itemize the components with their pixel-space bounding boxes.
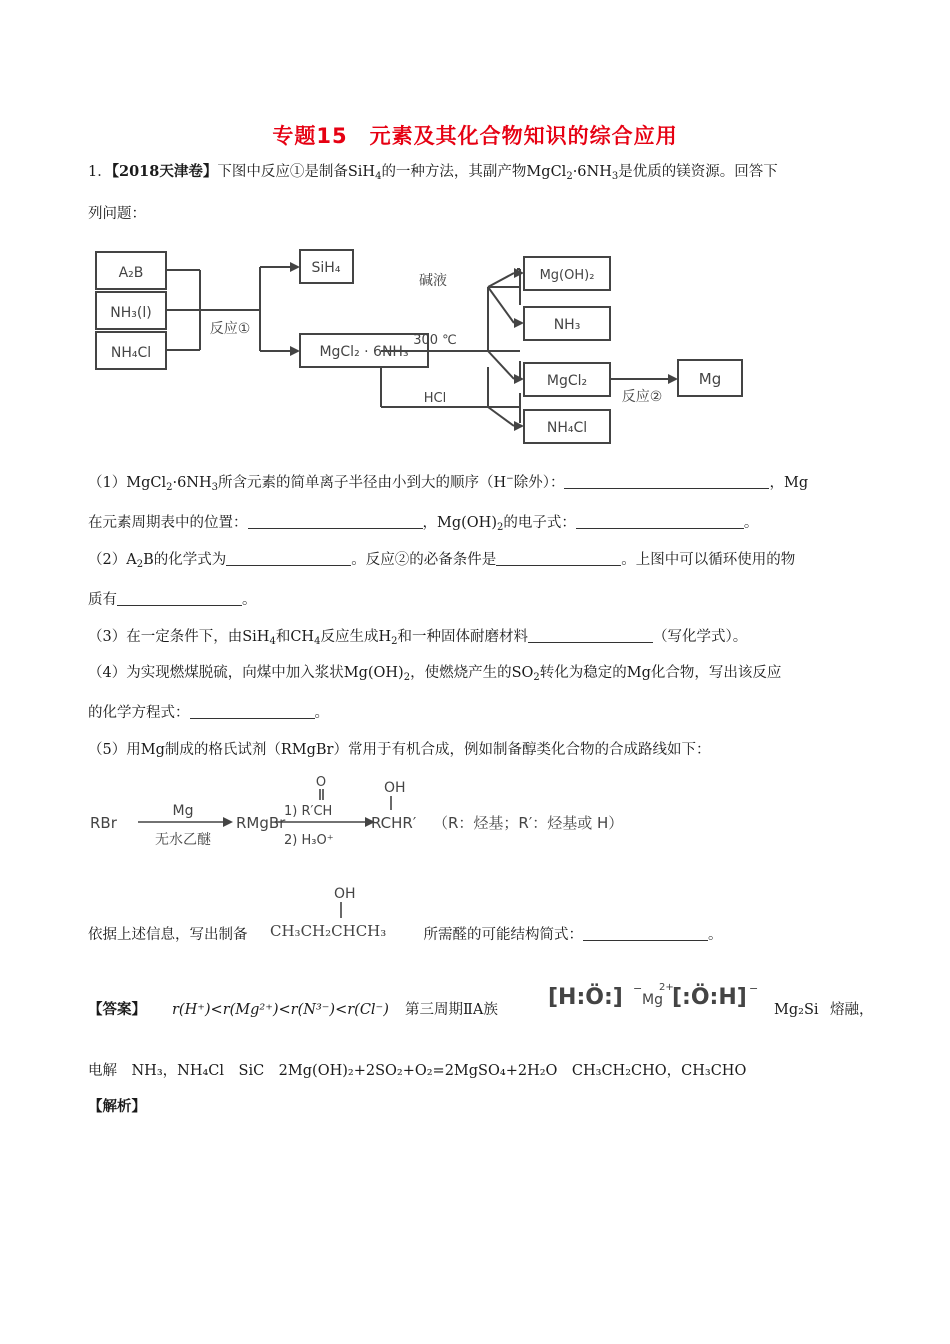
text: 。	[314, 705, 329, 721]
answer-blank[interactable]	[226, 551, 351, 566]
answer-blank[interactable]	[117, 591, 242, 606]
question-number: 1．	[88, 164, 112, 180]
part-5-line2	[88, 925, 723, 945]
text: ·6NH	[172, 475, 212, 491]
label-hcl: HCl	[423, 391, 447, 406]
text: （4）为实现燃煤脱硫，向煤中加入浆状Mg(OH)	[88, 665, 404, 681]
text: 和一种固体耐磨材料	[397, 629, 528, 645]
text: ，Mg	[769, 475, 809, 491]
part-3-line1: （3）在一定条件下，由SiH$_4$和$CH_4$反应生成$H_2$和一种固体耐磨材料 （写化学式）。	[88, 629, 748, 647]
ed-minus-left: −	[633, 982, 643, 995]
label-mgcl2: MgCl₂	[546, 373, 588, 389]
text: 在元素周期表中的位置：	[88, 515, 248, 531]
text: 。上图中可以循环使用的物	[621, 552, 796, 568]
text: 。	[242, 592, 257, 608]
ed-mg-charge: 2+	[659, 982, 674, 993]
text: 所需醛的可能结构简式：	[423, 927, 583, 943]
part-1-line2: 在元素周期表中的位置： ，$Mg(OH)_2$的电子式： 。	[88, 515, 759, 533]
text: ，Mg(OH)	[422, 515, 497, 531]
label-nh4cl-out: NH₄Cl	[546, 420, 588, 436]
text: 。反应②的必备条件是	[351, 552, 497, 568]
text: 和CH	[275, 629, 315, 645]
text: B的化学式为	[143, 552, 227, 568]
page-title: 专题15 元素及其化合物知识的综合应用	[272, 124, 678, 148]
label-nh3l: NH₃(l)	[110, 305, 152, 321]
label-product: RCHR′	[371, 814, 417, 832]
ed-left: [H:Ö:]	[548, 985, 623, 1010]
answer-blank[interactable]	[496, 551, 621, 566]
label-note: （R：烃基；R′：烃基或 H）	[433, 814, 624, 832]
text: 的化学方程式：	[88, 705, 190, 721]
answer-blank[interactable]	[576, 514, 744, 529]
target-alcohol-structure	[268, 880, 398, 946]
text: 所含元素的简单离子半径由小到大的顺序（H	[218, 475, 507, 491]
answer-blank[interactable]	[564, 474, 769, 489]
intro-text: 是优质的镁资源。回答下	[618, 164, 778, 180]
label-reaction-2: 反应②	[621, 389, 663, 405]
label-mg: Mg	[698, 370, 722, 388]
label-nh3: NH₃	[553, 317, 581, 333]
answer-line2: 电解 NH₃，NH₄Cl SiC 2Mg(OH)₂+2SO₂+O₂=2MgSO₄+2H₂O CH₃CH₂CHO，CH₃CHO	[88, 1063, 747, 1079]
part-4-line1: （4）为实现燃煤脱硫，向煤中加入浆状$Mg(OH)_2$，使燃烧产生的$SO_2$转化为稳定的Mg化合物，写出该反应	[88, 665, 782, 683]
text: （写化学式）。	[652, 629, 748, 645]
answer-blank[interactable]	[248, 514, 423, 529]
label-mgcl2-6nh3: MgCl₂ · 6NH₃	[319, 344, 409, 360]
text: （2）A	[88, 552, 137, 568]
label-sih4: SiH₄	[311, 260, 341, 276]
label-nh4cl: NH₄Cl	[110, 345, 152, 361]
text: 。	[708, 927, 723, 943]
answer-label	[88, 1000, 146, 1020]
part-4-line2	[88, 703, 329, 723]
text: （1）MgCl	[88, 475, 167, 491]
label-target-oh: OH	[334, 886, 356, 902]
label-a2b: A₂B	[118, 265, 144, 281]
answer-mg2si: Mg₂Si	[774, 1002, 819, 1018]
ed-mg: Mg	[642, 992, 663, 1008]
label-reagent-mg: Mg	[172, 803, 194, 819]
label-reaction-1: 反应①	[209, 321, 251, 337]
label-rbr: RBr	[90, 814, 117, 832]
label-alkali: 碱液	[419, 273, 447, 289]
answer-heading: 【答案】	[88, 1001, 146, 1018]
label-mgoh2: Mg(OH)₂	[539, 268, 595, 283]
label-target-formula: CH₃CH₂CHCH₃	[270, 922, 387, 940]
ed-right: [:Ö:H]	[672, 985, 747, 1010]
text: 质有	[88, 592, 117, 608]
answer-fused: 熔融，	[830, 1002, 874, 1018]
intro-text: 的一种方法，其副产物MgCl	[381, 164, 567, 180]
analysis-label: 【解析】	[88, 1098, 146, 1115]
label-carbonyl-o: O	[315, 775, 327, 790]
answer-blank[interactable]	[583, 926, 708, 941]
ed-minus-right: −	[749, 982, 759, 995]
part-2-line1: $(2)A_2B$的化学式为 。反应②的必备条件是 。上图中可以循环使用的物	[88, 552, 796, 570]
answer-blank[interactable]	[190, 704, 315, 719]
text: （3）在一定条件下，由SiH	[88, 629, 270, 645]
text: ，使燃烧产生的SO	[410, 665, 534, 681]
text: 。	[743, 515, 759, 531]
text: 的电子式：	[503, 515, 576, 531]
label-solvent: 无水乙醚	[155, 832, 211, 848]
grignard-scheme	[88, 772, 688, 854]
electron-formula-mgoh2	[546, 972, 762, 1022]
text: 依据上述信息，写出制备	[88, 927, 248, 943]
label-oh: OH	[384, 780, 406, 796]
text: 转化为稳定的Mg化合物，写出该反应	[539, 665, 782, 681]
part-5-line1: （5）用Mg制成的格氏试剂（RMgBr）常用于有机合成，例如制备醇类化合物的合成路线如下：	[88, 742, 711, 758]
intro-text: 下图中反应①是制备SiH	[217, 164, 376, 180]
label-temp: 300 ℃	[413, 333, 457, 348]
answer-radius-order: r(H⁺)<r(Mg²⁺)<r(N³⁻)<r(Cl⁻)	[172, 1002, 389, 1018]
question-1-intro-line2: 列问题：	[88, 206, 146, 222]
answer-period: 第三周期ⅡA族	[405, 1002, 498, 1018]
reaction-flow-diagram	[90, 243, 750, 448]
label-rmgbr: RMgBr	[236, 814, 286, 832]
text: 反应生成H	[320, 629, 392, 645]
label-step-1: 1) R′CH	[284, 804, 333, 819]
part-1-line1: $(1)MgCl_2\cdot 6NH_3$所含元素的简单离子半径由小到大的顺序（H−除外）： ，Mg	[88, 474, 809, 493]
label-step-2: 2) H₃O⁺	[284, 833, 334, 848]
question-1-intro: 1．【2018天津卷】下图中反应①是制备SiH$_4$的一种方法，其副产物$MgCl_2\cdot 6NH_3$是优质的镁资源。回答下	[88, 163, 778, 182]
text: 除外）：	[513, 475, 565, 491]
question-source: 【2018天津卷】	[111, 163, 218, 180]
answer-blank[interactable]	[528, 628, 653, 643]
part-2-line2	[88, 590, 257, 610]
intro-text: ·6NH	[572, 164, 612, 180]
